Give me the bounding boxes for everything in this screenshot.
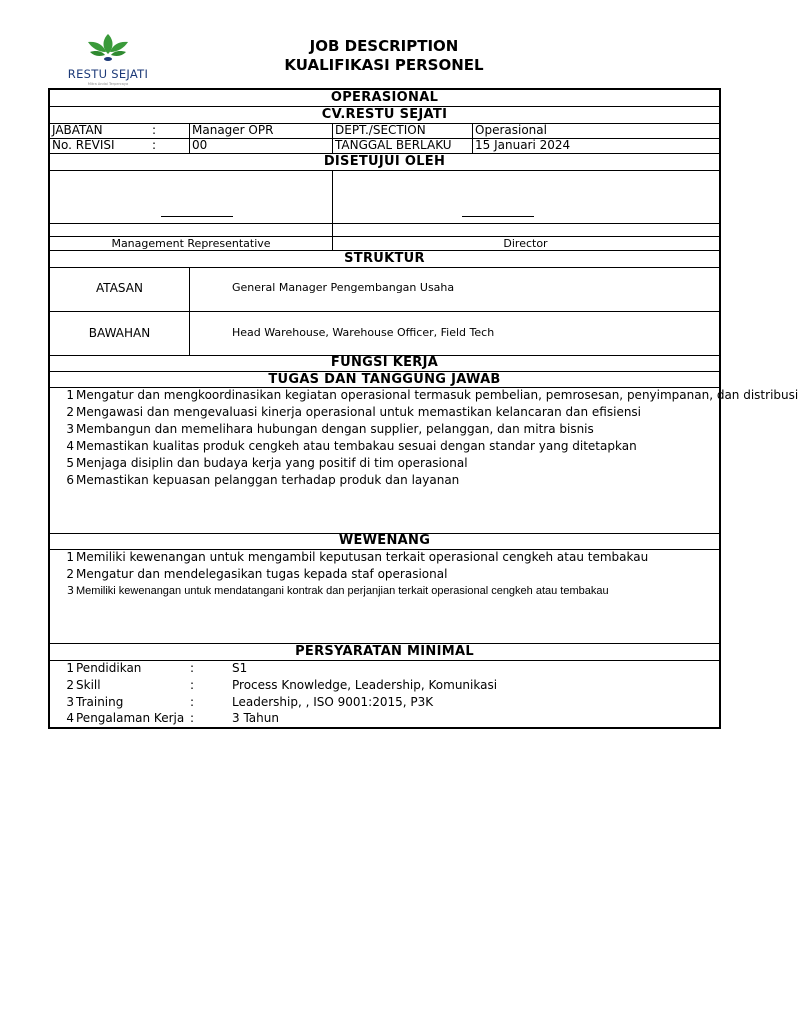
job-description-form — [48, 88, 798, 729]
list-item-number: 6 — [66, 473, 74, 487]
tugas-header: TUGAS DAN TANGGUNG JAWAB — [268, 372, 501, 387]
list-item-number: 2 — [66, 405, 74, 419]
jabatan-label: JABATAN — [52, 123, 103, 137]
list-item-number: 1 — [66, 388, 74, 402]
list-item: Memiliki kewenangan untuk mengambil keputusan terkait operasional cengkeh atau tembakau — [76, 550, 649, 564]
bawahan-label: BAWAHAN — [88, 326, 151, 340]
revisi-colon: : — [152, 138, 157, 152]
requirement-label: Pengalaman Kerja — [76, 711, 185, 725]
revisi-value: 00 — [192, 138, 208, 152]
list-item: Memastikan kepuasan pelanggan terhadap produk dan layanan — [76, 473, 460, 487]
tanggal-label: TANGGAL BERLAKU — [335, 138, 452, 152]
requirement-label: Skill — [76, 678, 101, 692]
list-item: Menjaga disiplin dan budaya kerja yang positif di tim operasional — [76, 456, 468, 470]
requirement-label: Training — [76, 695, 124, 709]
requirement-colon: : — [190, 661, 195, 675]
persyaratan-header: PERSYARATAN MINIMAL — [295, 644, 474, 659]
tugas-list — [50, 388, 798, 533]
bawahan-value: Head Warehouse, Warehouse Officer, Field Tech — [232, 326, 495, 339]
requirement-colon: : — [190, 711, 195, 725]
list-item-number: 3 — [67, 584, 74, 597]
tanggal-value: 15 Januari 2024 — [475, 138, 571, 152]
requirement-value: S1 — [232, 661, 248, 675]
jabatan-value: Manager OPR — [192, 123, 274, 137]
signature-line-right — [462, 216, 534, 217]
dept-value: Operasional — [475, 123, 547, 137]
jabatan-colon: : — [152, 123, 157, 137]
list-item: Memiliki kewenangan untuk mendatangani kontrak dan perjanjian terkait operasional cengkeh atau tembakau — [76, 585, 609, 597]
wewenang-list — [50, 550, 719, 643]
list-item: Mengatur dan mengkoordinasikan kegiatan operasional termasuk pembelian, pemrosesan, penyimpanan, dan distribusi — [76, 388, 798, 402]
management-representative-label: Management Representative — [111, 237, 271, 250]
atasan-label: ATASAN — [96, 281, 143, 295]
requirement-value: 3 Tahun — [232, 711, 279, 725]
list-item: Membangun dan memelihara hubungan dengan supplier, pelanggan, dan mitra bisnis — [76, 422, 594, 436]
requirement-value: Process Knowledge, Leadership, Komunikasi — [232, 678, 498, 692]
persyaratan-list — [50, 661, 719, 727]
brand-tagline: Mitra Andal Terpercaya — [87, 82, 129, 86]
list-item-number: 4 — [66, 711, 74, 725]
atasan-value: General Manager Pengembangan Usaha — [232, 281, 455, 294]
list-item-number: 4 — [66, 439, 74, 453]
list-item-number: 2 — [66, 678, 74, 692]
dept-label: DEPT./SECTION — [335, 123, 426, 137]
list-item-number: 2 — [66, 567, 74, 581]
requirement-value: Leadership, , ISO 9001:2015, P3K — [232, 695, 434, 709]
struktur-header: STRUKTUR — [344, 251, 425, 266]
director-label: Director — [503, 237, 548, 250]
requirement-colon: : — [190, 678, 195, 692]
list-item-number: 3 — [66, 422, 74, 436]
list-item: Mengatur dan mendelegasikan tugas kepada staf operasional — [76, 567, 448, 581]
company-name: CV.RESTU SEJATI — [321, 107, 448, 122]
list-item: Mengawasi dan mengevaluasi kinerja operasional untuk memastikan kelancaran dan efisiensi — [76, 405, 642, 419]
requirement-colon: : — [190, 695, 195, 709]
approval-header: DISETUJUI OLEH — [323, 154, 446, 169]
fungsi-kerja-header: FUNGSI KERJA — [330, 355, 439, 370]
department-header: OPERASIONAL — [330, 90, 439, 105]
wewenang-header: WEWENANG — [338, 533, 431, 548]
page-subtitle: KUALIFIKASI PERSONEL — [284, 56, 484, 74]
list-item: Memastikan kualitas produk cengkeh atau tembakau sesuai dengan standar yang ditetapkan — [76, 439, 637, 453]
brand-name: RESTU SEJATI — [67, 67, 149, 81]
page-title: JOB DESCRIPTION — [309, 37, 459, 55]
revisi-label: No. REVISI — [52, 138, 115, 152]
requirement-label: Pendidikan — [76, 661, 142, 675]
list-item-number: 3 — [66, 695, 74, 709]
list-item-number: 1 — [66, 661, 74, 675]
signature-line-left — [161, 216, 233, 217]
list-item-number: 5 — [66, 456, 74, 470]
list-item-number: 1 — [66, 550, 74, 564]
